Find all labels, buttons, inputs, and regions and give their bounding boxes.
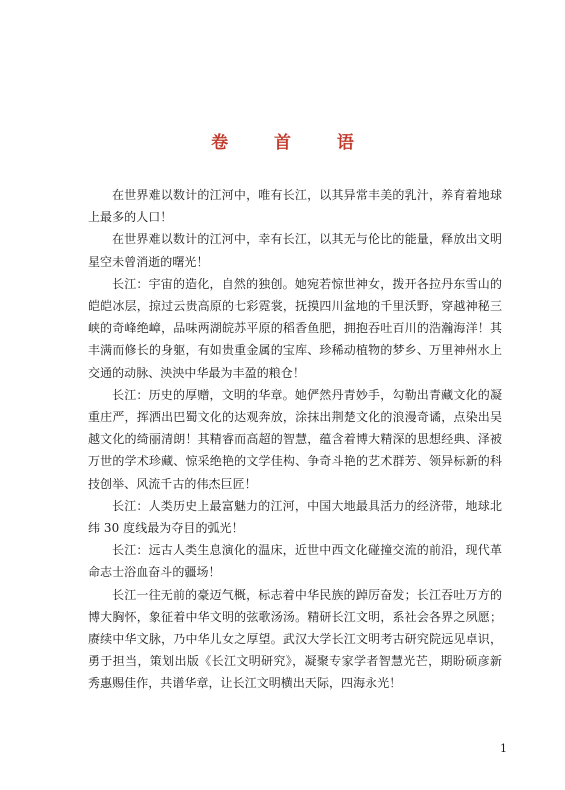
paragraph-7: 长江一往无前的豪迈气概，标志着中华民族的踔厉奋发；长江吞吐万方的博大胸怀，象征着中华文明的弦歌汤汤。精研长江文明，系社会各界之夙愿；赓续中华文脉，乃中华儿女之厚望。武汉大学长江文明考古研究院远见卓识，勇于担当，策划出版《长江文明研究》，凝聚专家学者智慧光芒，期盼硕彦新秀惠赐佳作，共谱华章，让长江文明横出天际，四海永光！ xyxy=(88,587,502,691)
paragraph-2: 在世界难以数计的江河中，幸有长江，以其无与伦比的能量，释放出文明星空未曾消逝的曙光！ xyxy=(88,232,502,269)
paragraph-6: 长江：远古人类生息演化的温床，近世中西文化碰撞交流的前沿，现代革命志士浴血奋斗的疆场！ xyxy=(88,543,502,580)
page-number: 1 xyxy=(500,742,507,755)
paragraph-1: 在世界难以数计的江河中，唯有长江，以其异常丰美的乳汁，养育着地球上最多的人口！ xyxy=(88,188,502,225)
paragraph-4: 长江：历史的厚赠，文明的华章。她俨然丹青妙手，勾勒出青藏文化的凝重庄严，挥洒出巴蜀文化的达观奔放，涂抹出荆楚文化的浪漫奇谲，点染出吴越文化的绮丽清朗！其精睿而高超的智慧，蕴含着博大精深的思想经典、泽被万世的学术珍藏、惊采绝艳的文学佳构、争奇斗艳的艺术群芳、领异标新的科技创举、风流千古的伟杰巨匠！ xyxy=(88,387,502,491)
paragraph-3: 长江：宇宙的造化，自然的独创。她宛若惊世神女，拨开各拉丹东雪山的皑皑冰层，掠过云贵高原的七彩霓裳，抚摸四川盆地的千里沃野，穿越神秘三峡的奇峰绝嶂，品味两湖皖苏平原的稻香鱼肥，拥抱吞吐百川的浩瀚海洋！其丰满而修长的身躯，有如贵重金属的宝库、珍稀动植物的梦乡、万里神州水上交通的动脉、泱泱中华最为丰盈的粮仓！ xyxy=(88,276,502,380)
page-title: 卷 首 语 xyxy=(211,133,374,153)
preface-body xyxy=(88,184,502,695)
paragraph-5: 长江：人类历史上最富魅力的江河，中国大地最具活力的经济带，地球北纬 30 度线最为夺目的弧光！ xyxy=(88,498,502,536)
